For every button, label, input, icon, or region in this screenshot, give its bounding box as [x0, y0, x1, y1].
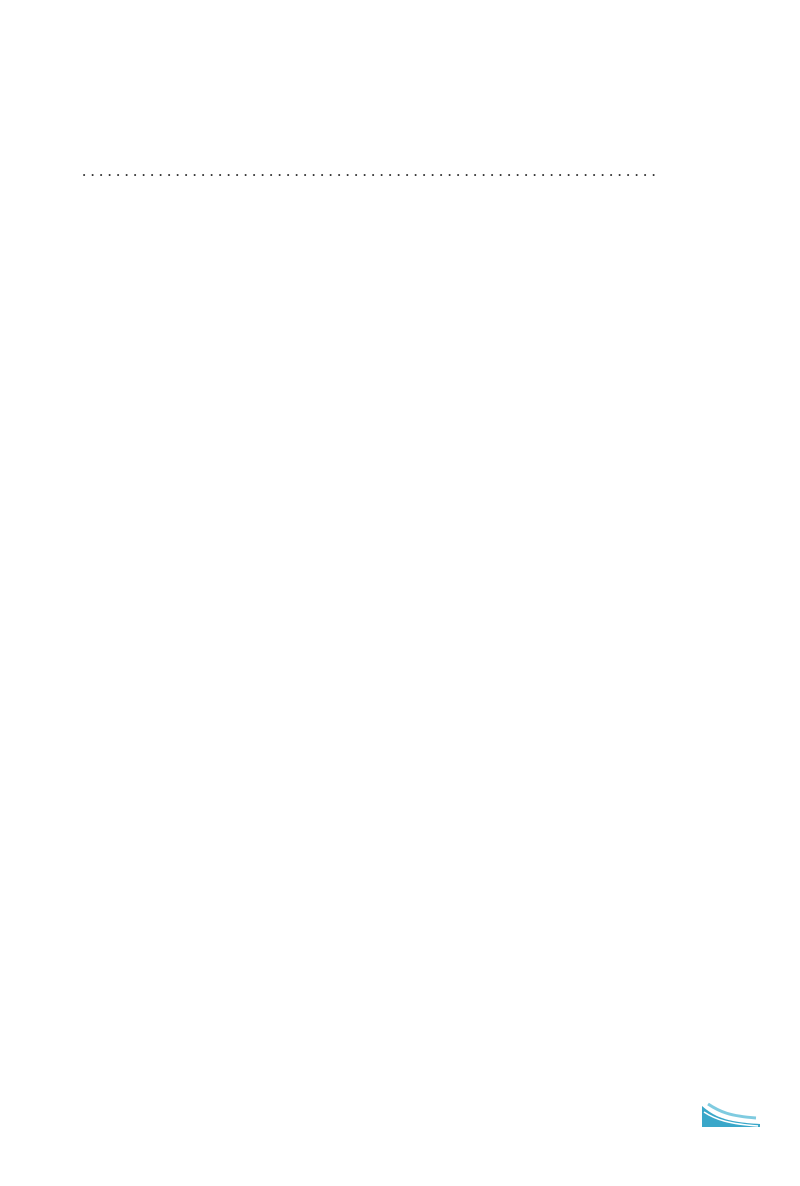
leader-dots [82, 158, 658, 184]
wave-decoration-icon [700, 1102, 762, 1128]
